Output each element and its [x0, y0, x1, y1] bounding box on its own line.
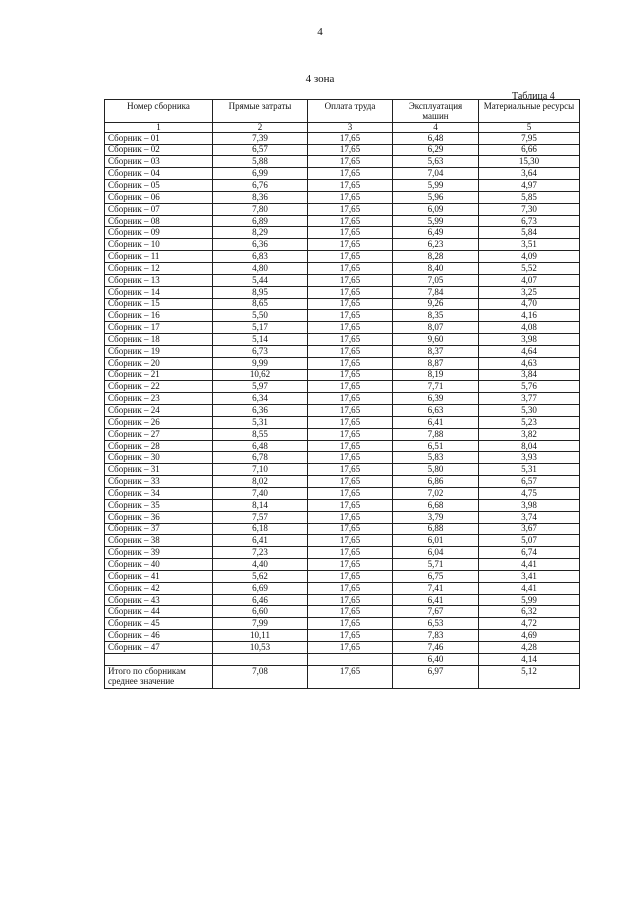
row-direct-costs: 6,60 — [213, 606, 308, 618]
row-machine-operation: 6,49 — [393, 227, 479, 239]
table-row — [105, 570, 580, 582]
row-direct-costs: 6,69 — [213, 582, 308, 594]
table-row — [105, 653, 580, 665]
row-machine-operation: 5,96 — [393, 191, 479, 203]
row-machine-operation: 5,71 — [393, 559, 479, 571]
row-labor-pay: 17,65 — [308, 452, 393, 464]
row-labor-pay: 17,65 — [308, 334, 393, 346]
row-direct-costs: 9,99 — [213, 357, 308, 369]
row-machine-operation: 6,75 — [393, 570, 479, 582]
row-labor-pay: 17,65 — [308, 132, 393, 144]
row-labor-pay: 17,65 — [308, 357, 393, 369]
row-labor-pay: 17,65 — [308, 570, 393, 582]
table-body — [105, 132, 580, 665]
table-row — [105, 535, 580, 547]
row-machine-operation: 3,79 — [393, 511, 479, 523]
table-row — [105, 298, 580, 310]
row-machine-operation: 7,04 — [393, 168, 479, 180]
row-material-resources: 3,25 — [479, 286, 580, 298]
row-machine-operation: 8,37 — [393, 345, 479, 357]
header-labor-pay: Оплата труда — [308, 100, 393, 123]
table-row — [105, 582, 580, 594]
table-row — [105, 476, 580, 488]
row-direct-costs: 8,65 — [213, 298, 308, 310]
row-collection-name: Сборник – 05 — [105, 180, 213, 192]
row-material-resources: 3,98 — [479, 334, 580, 346]
row-collection-name: Сборник – 26 — [105, 416, 213, 428]
row-direct-costs: 10,11 — [213, 630, 308, 642]
row-collection-name — [105, 653, 213, 665]
header-collection-number: Номер сборника — [105, 100, 213, 123]
row-direct-costs: 7,10 — [213, 464, 308, 476]
row-labor-pay: 17,65 — [308, 156, 393, 168]
row-labor-pay: 17,65 — [308, 227, 393, 239]
total-labor-pay: 17,65 — [308, 665, 393, 688]
table-row — [105, 262, 580, 274]
total-machine-operation: 6,97 — [393, 665, 479, 688]
row-machine-operation: 5,99 — [393, 215, 479, 227]
row-material-resources: 4,41 — [479, 559, 580, 571]
row-material-resources: 5,99 — [479, 594, 580, 606]
row-direct-costs: 6,78 — [213, 452, 308, 464]
row-direct-costs: 6,73 — [213, 345, 308, 357]
row-collection-name: Сборник – 44 — [105, 606, 213, 618]
row-material-resources: 4,69 — [479, 630, 580, 642]
row-labor-pay: 17,65 — [308, 393, 393, 405]
row-material-resources: 4,97 — [479, 180, 580, 192]
row-labor-pay: 17,65 — [308, 440, 393, 452]
row-material-resources: 4,70 — [479, 298, 580, 310]
row-labor-pay: 17,65 — [308, 428, 393, 440]
row-labor-pay: 17,65 — [308, 641, 393, 653]
row-collection-name: Сборник – 27 — [105, 428, 213, 440]
row-collection-name: Сборник – 04 — [105, 168, 213, 180]
row-direct-costs: 7,23 — [213, 547, 308, 559]
row-direct-costs: 5,14 — [213, 334, 308, 346]
row-labor-pay: 17,65 — [308, 523, 393, 535]
row-direct-costs: 7,80 — [213, 203, 308, 215]
row-material-resources: 3,82 — [479, 428, 580, 440]
row-direct-costs: 8,55 — [213, 428, 308, 440]
row-material-resources: 5,07 — [479, 535, 580, 547]
row-collection-name: Сборник – 30 — [105, 452, 213, 464]
table-row — [105, 286, 580, 298]
row-machine-operation: 8,19 — [393, 369, 479, 381]
table-row — [105, 488, 580, 500]
row-material-resources: 3,98 — [479, 499, 580, 511]
total-material-resources: 5,12 — [479, 665, 580, 688]
column-number: 1 — [105, 122, 213, 132]
row-collection-name: Сборник – 20 — [105, 357, 213, 369]
row-machine-operation: 7,02 — [393, 488, 479, 500]
table-row — [105, 499, 580, 511]
row-machine-operation: 5,63 — [393, 156, 479, 168]
row-machine-operation: 7,46 — [393, 641, 479, 653]
row-collection-name: Сборник – 17 — [105, 322, 213, 334]
row-direct-costs: 7,39 — [213, 132, 308, 144]
row-material-resources: 6,57 — [479, 476, 580, 488]
row-material-resources: 4,75 — [479, 488, 580, 500]
row-direct-costs: 5,50 — [213, 310, 308, 322]
table-row — [105, 251, 580, 263]
table-row — [105, 630, 580, 642]
row-material-resources: 3,41 — [479, 570, 580, 582]
row-labor-pay: 17,65 — [308, 535, 393, 547]
row-collection-name: Сборник – 39 — [105, 547, 213, 559]
row-collection-name: Сборник – 02 — [105, 144, 213, 156]
row-material-resources: 3,77 — [479, 393, 580, 405]
row-material-resources: 4,64 — [479, 345, 580, 357]
row-machine-operation: 5,80 — [393, 464, 479, 476]
row-material-resources: 4,41 — [479, 582, 580, 594]
row-labor-pay: 17,65 — [308, 606, 393, 618]
row-material-resources: 5,84 — [479, 227, 580, 239]
row-machine-operation: 6,86 — [393, 476, 479, 488]
table-row — [105, 606, 580, 618]
row-labor-pay: 17,65 — [308, 239, 393, 251]
column-number: 3 — [308, 122, 393, 132]
table-row — [105, 523, 580, 535]
row-material-resources: 5,31 — [479, 464, 580, 476]
row-material-resources: 4,09 — [479, 251, 580, 263]
total-direct-costs: 7,08 — [213, 665, 308, 688]
row-collection-name: Сборник – 21 — [105, 369, 213, 381]
row-labor-pay: 17,65 — [308, 298, 393, 310]
row-labor-pay: 17,65 — [308, 547, 393, 559]
row-collection-name: Сборник – 19 — [105, 345, 213, 357]
row-labor-pay: 17,65 — [308, 369, 393, 381]
row-labor-pay: 17,65 — [308, 215, 393, 227]
row-machine-operation: 5,83 — [393, 452, 479, 464]
row-material-resources: 15,30 — [479, 156, 580, 168]
row-collection-name: Сборник – 10 — [105, 239, 213, 251]
row-labor-pay: 17,65 — [308, 511, 393, 523]
row-labor-pay: 17,65 — [308, 582, 393, 594]
row-machine-operation: 7,88 — [393, 428, 479, 440]
page-number: 4 — [317, 26, 323, 38]
row-labor-pay: 17,65 — [308, 144, 393, 156]
row-direct-costs: 6,57 — [213, 144, 308, 156]
row-material-resources: 5,76 — [479, 381, 580, 393]
row-material-resources: 3,67 — [479, 523, 580, 535]
column-number-row — [105, 122, 580, 132]
row-labor-pay: 17,65 — [308, 499, 393, 511]
row-direct-costs: 5,62 — [213, 570, 308, 582]
row-collection-name: Сборник – 03 — [105, 156, 213, 168]
row-machine-operation: 6,41 — [393, 416, 479, 428]
row-direct-costs: 6,46 — [213, 594, 308, 606]
row-direct-costs: 6,76 — [213, 180, 308, 192]
row-material-resources: 4,16 — [479, 310, 580, 322]
row-machine-operation: 6,39 — [393, 393, 479, 405]
row-direct-costs: 7,57 — [213, 511, 308, 523]
row-direct-costs: 7,99 — [213, 618, 308, 630]
row-material-resources: 7,30 — [479, 203, 580, 215]
row-direct-costs: 8,29 — [213, 227, 308, 239]
row-machine-operation: 6,40 — [393, 653, 479, 665]
table-header-row — [105, 100, 580, 123]
row-collection-name: Сборник – 38 — [105, 535, 213, 547]
table-row — [105, 168, 580, 180]
row-machine-operation: 6,68 — [393, 499, 479, 511]
row-direct-costs: 7,40 — [213, 488, 308, 500]
row-labor-pay: 17,65 — [308, 203, 393, 215]
row-collection-name: Сборник – 22 — [105, 381, 213, 393]
table-row — [105, 132, 580, 144]
row-machine-operation: 8,35 — [393, 310, 479, 322]
row-collection-name: Сборник – 23 — [105, 393, 213, 405]
row-direct-costs: 5,88 — [213, 156, 308, 168]
row-machine-operation: 6,09 — [393, 203, 479, 215]
row-machine-operation: 7,67 — [393, 606, 479, 618]
row-labor-pay: 17,65 — [308, 191, 393, 203]
row-labor-pay: 17,65 — [308, 405, 393, 417]
row-direct-costs: 10,62 — [213, 369, 308, 381]
table-row — [105, 357, 580, 369]
row-labor-pay: 17,65 — [308, 251, 393, 263]
row-collection-name: Сборник – 01 — [105, 132, 213, 144]
row-direct-costs: 8,95 — [213, 286, 308, 298]
row-machine-operation: 8,87 — [393, 357, 479, 369]
row-machine-operation: 6,29 — [393, 144, 479, 156]
row-material-resources: 6,74 — [479, 547, 580, 559]
row-labor-pay: 17,65 — [308, 168, 393, 180]
row-machine-operation: 9,60 — [393, 334, 479, 346]
row-machine-operation: 6,41 — [393, 594, 479, 606]
row-labor-pay: 17,65 — [308, 286, 393, 298]
zone-title: 4 зона — [305, 73, 335, 85]
row-collection-name: Сборник – 37 — [105, 523, 213, 535]
table-row — [105, 594, 580, 606]
row-machine-operation: 6,51 — [393, 440, 479, 452]
row-direct-costs: 4,80 — [213, 262, 308, 274]
row-labor-pay: 17,65 — [308, 488, 393, 500]
row-material-resources: 3,64 — [479, 168, 580, 180]
table-row — [105, 274, 580, 286]
table-row — [105, 215, 580, 227]
row-direct-costs: 6,36 — [213, 239, 308, 251]
row-collection-name: Сборник – 36 — [105, 511, 213, 523]
row-collection-name: Сборник – 31 — [105, 464, 213, 476]
total-label: Итого по сборникам среднее значение — [105, 665, 213, 688]
row-material-resources: 8,04 — [479, 440, 580, 452]
table-row — [105, 428, 580, 440]
row-direct-costs: 6,48 — [213, 440, 308, 452]
table-caption: Таблица 4 — [512, 91, 555, 102]
row-direct-costs: 6,89 — [213, 215, 308, 227]
row-material-resources: 5,85 — [479, 191, 580, 203]
row-collection-name: Сборник – 07 — [105, 203, 213, 215]
row-labor-pay: 17,65 — [308, 594, 393, 606]
row-machine-operation: 5,99 — [393, 180, 479, 192]
row-direct-costs: 6,34 — [213, 393, 308, 405]
row-machine-operation: 8,28 — [393, 251, 479, 263]
table-row — [105, 334, 580, 346]
row-machine-operation: 6,01 — [393, 535, 479, 547]
row-machine-operation: 7,84 — [393, 286, 479, 298]
row-material-resources: 3,93 — [479, 452, 580, 464]
table-row — [105, 381, 580, 393]
table-row — [105, 416, 580, 428]
row-machine-operation: 6,63 — [393, 405, 479, 417]
row-machine-operation: 8,07 — [393, 322, 479, 334]
row-material-resources: 5,23 — [479, 416, 580, 428]
table-row — [105, 452, 580, 464]
row-direct-costs: 6,36 — [213, 405, 308, 417]
row-labor-pay: 17,65 — [308, 310, 393, 322]
row-direct-costs: 5,17 — [213, 322, 308, 334]
row-machine-operation: 6,53 — [393, 618, 479, 630]
row-direct-costs: 6,83 — [213, 251, 308, 263]
row-collection-name: Сборник – 08 — [105, 215, 213, 227]
header-machine-operation: Эксплуатация машин — [393, 100, 479, 123]
row-material-resources: 6,66 — [479, 144, 580, 156]
row-material-resources: 4,07 — [479, 274, 580, 286]
column-number: 2 — [213, 122, 308, 132]
row-labor-pay: 17,65 — [308, 262, 393, 274]
table-row — [105, 144, 580, 156]
row-collection-name: Сборник – 06 — [105, 191, 213, 203]
row-material-resources: 4,14 — [479, 653, 580, 665]
row-material-resources: 7,95 — [479, 132, 580, 144]
total-row — [105, 665, 580, 688]
row-labor-pay: 17,65 — [308, 345, 393, 357]
table-row — [105, 559, 580, 571]
table-row — [105, 345, 580, 357]
table-row — [105, 440, 580, 452]
row-material-resources: 3,74 — [479, 511, 580, 523]
row-collection-name: Сборник – 42 — [105, 582, 213, 594]
row-collection-name: Сборник – 09 — [105, 227, 213, 239]
table-row — [105, 618, 580, 630]
row-material-resources: 5,30 — [479, 405, 580, 417]
row-machine-operation: 7,05 — [393, 274, 479, 286]
row-machine-operation: 6,04 — [393, 547, 479, 559]
row-machine-operation: 7,41 — [393, 582, 479, 594]
row-direct-costs: 8,36 — [213, 191, 308, 203]
row-machine-operation: 7,83 — [393, 630, 479, 642]
row-material-resources: 4,72 — [479, 618, 580, 630]
row-machine-operation: 6,23 — [393, 239, 479, 251]
header-direct-costs: Прямые затраты — [213, 100, 308, 123]
table-row — [105, 322, 580, 334]
row-labor-pay: 17,65 — [308, 618, 393, 630]
header-material-resources: Материальные ресурсы — [479, 100, 580, 123]
row-collection-name: Сборник – 34 — [105, 488, 213, 500]
row-collection-name: Сборник – 45 — [105, 618, 213, 630]
table-row — [105, 310, 580, 322]
row-machine-operation: 9,26 — [393, 298, 479, 310]
row-labor-pay: 17,65 — [308, 464, 393, 476]
row-labor-pay: 17,65 — [308, 274, 393, 286]
row-material-resources: 6,73 — [479, 215, 580, 227]
row-direct-costs — [213, 653, 308, 665]
row-collection-name: Сборник – 28 — [105, 440, 213, 452]
column-number: 5 — [479, 122, 580, 132]
row-direct-costs: 4,40 — [213, 559, 308, 571]
row-collection-name: Сборник – 46 — [105, 630, 213, 642]
row-material-resources: 4,28 — [479, 641, 580, 653]
row-labor-pay: 17,65 — [308, 322, 393, 334]
row-labor-pay — [308, 653, 393, 665]
table-row — [105, 203, 580, 215]
row-collection-name: Сборник – 16 — [105, 310, 213, 322]
row-direct-costs: 10,53 — [213, 641, 308, 653]
row-machine-operation: 6,88 — [393, 523, 479, 535]
table-row — [105, 393, 580, 405]
row-material-resources: 3,51 — [479, 239, 580, 251]
row-material-resources: 4,08 — [479, 322, 580, 334]
table-row — [105, 464, 580, 476]
table-row — [105, 547, 580, 559]
row-direct-costs: 8,14 — [213, 499, 308, 511]
table-row — [105, 369, 580, 381]
cost-index-table — [104, 99, 580, 689]
row-collection-name: Сборник – 15 — [105, 298, 213, 310]
row-material-resources: 4,63 — [479, 357, 580, 369]
column-number: 4 — [393, 122, 479, 132]
row-collection-name: Сборник – 40 — [105, 559, 213, 571]
row-direct-costs: 6,99 — [213, 168, 308, 180]
table-row — [105, 511, 580, 523]
table-row — [105, 191, 580, 203]
row-collection-name: Сборник – 13 — [105, 274, 213, 286]
row-direct-costs: 8,02 — [213, 476, 308, 488]
row-machine-operation: 7,71 — [393, 381, 479, 393]
row-labor-pay: 17,65 — [308, 630, 393, 642]
row-material-resources: 3,84 — [479, 369, 580, 381]
table-row — [105, 641, 580, 653]
row-collection-name: Сборник – 24 — [105, 405, 213, 417]
row-collection-name: Сборник – 47 — [105, 641, 213, 653]
row-collection-name: Сборник – 33 — [105, 476, 213, 488]
table-row — [105, 156, 580, 168]
table-row — [105, 239, 580, 251]
row-labor-pay: 17,65 — [308, 476, 393, 488]
row-labor-pay: 17,65 — [308, 416, 393, 428]
row-machine-operation: 6,48 — [393, 132, 479, 144]
row-direct-costs: 6,41 — [213, 535, 308, 547]
row-collection-name: Сборник – 14 — [105, 286, 213, 298]
row-machine-operation: 8,40 — [393, 262, 479, 274]
row-collection-name: Сборник – 18 — [105, 334, 213, 346]
row-material-resources: 6,32 — [479, 606, 580, 618]
row-direct-costs: 5,44 — [213, 274, 308, 286]
row-direct-costs: 5,31 — [213, 416, 308, 428]
row-labor-pay: 17,65 — [308, 381, 393, 393]
row-direct-costs: 5,97 — [213, 381, 308, 393]
table-row — [105, 227, 580, 239]
row-collection-name: Сборник – 41 — [105, 570, 213, 582]
table-row — [105, 180, 580, 192]
row-material-resources: 5,52 — [479, 262, 580, 274]
row-collection-name: Сборник – 43 — [105, 594, 213, 606]
row-labor-pay: 17,65 — [308, 559, 393, 571]
table-row — [105, 405, 580, 417]
row-labor-pay: 17,65 — [308, 180, 393, 192]
row-direct-costs: 6,18 — [213, 523, 308, 535]
row-collection-name: Сборник – 12 — [105, 262, 213, 274]
row-collection-name: Сборник – 35 — [105, 499, 213, 511]
row-collection-name: Сборник – 11 — [105, 251, 213, 263]
